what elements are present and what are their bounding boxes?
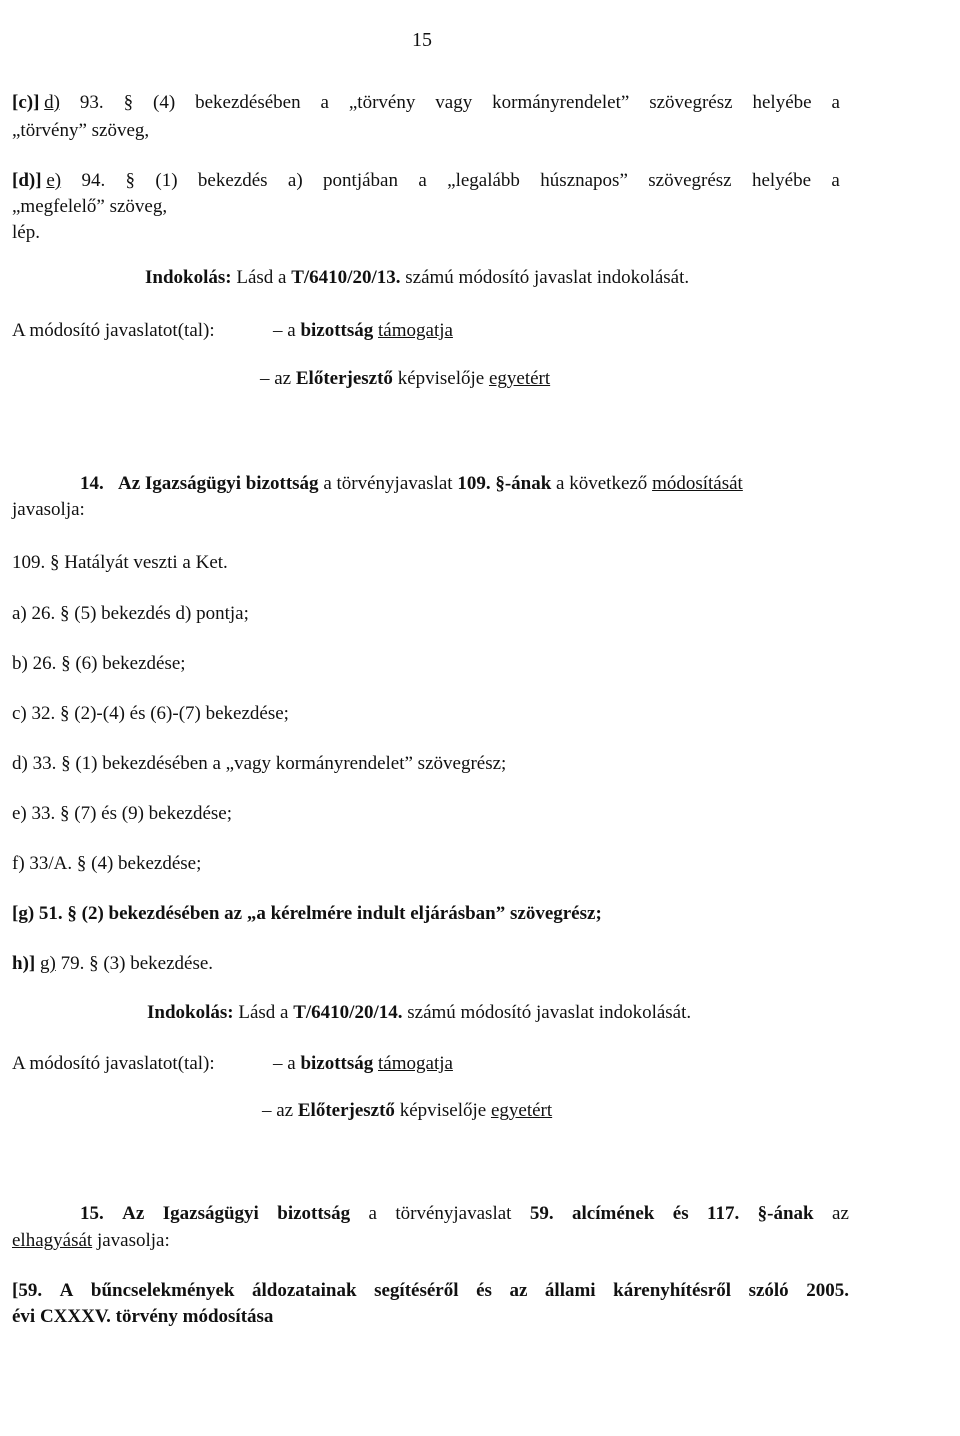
word: a [831, 92, 840, 113]
list-item: f) 33/A. § (4) bekezdése; [12, 853, 202, 874]
section-109: 109. § Hatályát veszti a Ket. [12, 552, 228, 573]
word: vagy [435, 92, 473, 113]
list-item: b) 26. § (6) bekezdése; [12, 653, 186, 674]
item-c-labels: [c)] d) [12, 92, 60, 113]
word: 59. [529, 1203, 554, 1224]
word: „legalább [447, 170, 520, 191]
word: kárenyhítésről [613, 1280, 732, 1301]
word: és [672, 1203, 689, 1224]
committee-support-1: – a bizottság támogatja [273, 320, 453, 341]
word: szövegrész [649, 92, 733, 113]
word: bűncselekmények [90, 1280, 235, 1301]
committee-support-2: – a bizottság támogatja [273, 1053, 453, 1074]
presenter-agree-1: – az Előterjesztő képviselője egyetért [260, 368, 551, 389]
word: 2005. [806, 1280, 849, 1301]
word: a [320, 92, 329, 113]
word: szóló [748, 1280, 789, 1301]
word: kormányrendelet” [492, 92, 630, 113]
word: § [125, 170, 136, 191]
list-item: d) 33. § (1) bekezdésében a „vagy kormányrendelet” szövegrész; [12, 753, 507, 774]
word: a [368, 1203, 377, 1224]
amendment-15-heading [80, 1203, 849, 1226]
word: a [831, 170, 840, 191]
word: az [509, 1280, 528, 1301]
word: A [59, 1280, 74, 1301]
word: húsznapos” [540, 170, 628, 191]
word: Az [122, 1203, 145, 1224]
word: § [123, 92, 134, 113]
section-title-59-line2: évi CXXXV. törvény módosítása [12, 1306, 274, 1327]
word: helyébe [751, 170, 812, 191]
list-item: c) 32. § (2)-(4) és (6)-(7) bekezdése; [12, 703, 289, 724]
item-c-line1 [12, 92, 840, 115]
word: (4) [153, 92, 176, 113]
section-title-59 [12, 1280, 849, 1303]
word: bekezdés [197, 170, 268, 191]
word: bizottság [277, 1203, 351, 1224]
word: helyébe [752, 92, 812, 113]
word: az [832, 1203, 849, 1224]
proposer-label-1: A módosító javaslatot(tal): [12, 320, 215, 341]
item-d-line1 [12, 170, 840, 193]
word: 117. [707, 1203, 740, 1224]
list-item: a) 26. § (5) bekezdés d) pontja; [12, 603, 249, 624]
word: állami [544, 1280, 596, 1301]
word: áldozatainak [252, 1280, 357, 1301]
amendment-14-heading: 14. Az Igazságügyi bizottság a törvényjavaslat 109. §-ának a következő módosítását [80, 473, 743, 494]
reasoning-1: Indokolás: Lásd a T/6410/20/13. számú módosító javaslat indokolását. [145, 267, 690, 288]
word: „törvény [348, 92, 416, 113]
word: Igazságügyi [162, 1203, 259, 1224]
item-c-line2: „törvény” szöveg, [12, 120, 150, 141]
page-number: 15 [412, 29, 432, 51]
word: 94. [81, 170, 106, 191]
word: §-ának [757, 1203, 814, 1224]
item-d-line2: „megfelelő” szöveg, [12, 196, 168, 217]
word: törvényjavaslat [395, 1203, 512, 1224]
word: bekezdésében [195, 92, 301, 113]
presenter-agree-2: – az Előterjesztő képviselője egyetért [262, 1100, 553, 1121]
word: 93. [79, 92, 104, 113]
amendment-14-heading-line2: javasolja: [12, 499, 85, 520]
proposer-label-2: A módosító javaslatot(tal): [12, 1053, 215, 1074]
word: alcímének [572, 1203, 655, 1224]
lep-text: lép. [12, 222, 40, 243]
word: (1) [155, 170, 178, 191]
list-item: e) 33. § (7) és (9) bekezdése; [12, 803, 232, 824]
word: pontjában [323, 170, 398, 191]
item-d-labels: [d)] e) [12, 170, 62, 191]
word: segítéséről [374, 1280, 459, 1301]
reasoning-2: Indokolás: Lásd a T/6410/20/14. számú módosító javaslat indokolását. [147, 1002, 692, 1023]
amendment-15-heading-line2: elhagyását javasolja: [12, 1230, 170, 1251]
word: szövegrész [648, 170, 732, 191]
word: a [418, 170, 427, 191]
word: és [476, 1280, 492, 1301]
word: 15. [80, 1203, 104, 1224]
word: [59. [12, 1280, 43, 1301]
list-item-g: [g) 51. § (2) bekezdésében az „a kérelmére indult eljárásban” szövegrész; [12, 903, 602, 924]
word: a) [287, 170, 303, 191]
list-item-h: h)] g) 79. § (3) bekezdése. [12, 953, 214, 974]
